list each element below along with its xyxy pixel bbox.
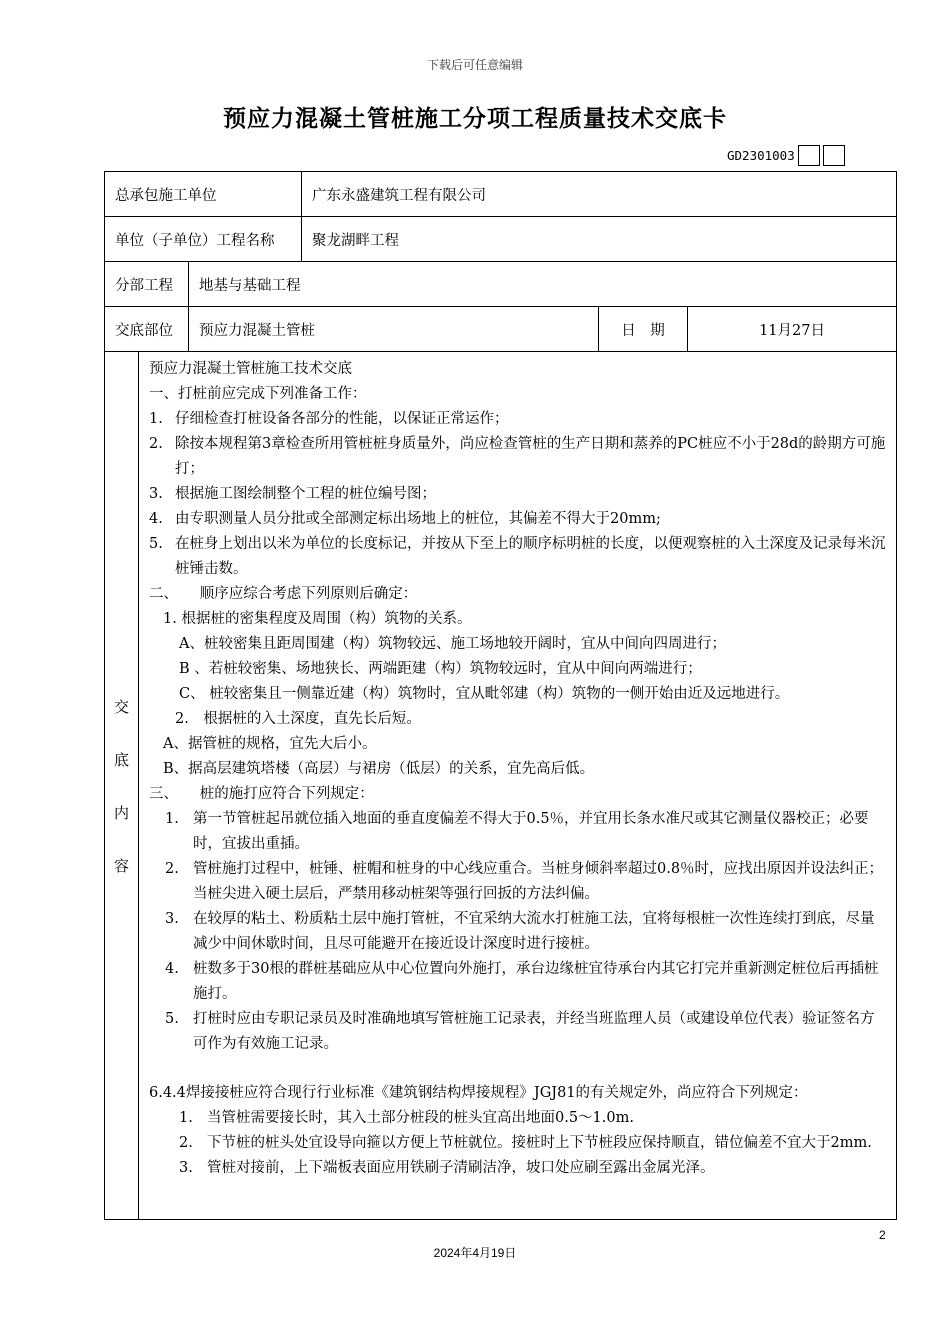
section-2-para-2: 2. 根据桩的入土深度，直先长后短。 (175, 711, 421, 727)
row-division (105, 262, 897, 307)
section-2-para-2b: B、据高层建筑塔楼（高层）与裙房（低层）的关系，宜先高后低。 (163, 761, 595, 777)
content-body (139, 352, 897, 1220)
list-item (149, 1156, 888, 1181)
list-item (149, 407, 888, 432)
item-number: 2. (179, 1135, 193, 1151)
list-item (149, 482, 888, 507)
row-project (105, 217, 897, 262)
item-text: 第一节管桩起吊就位插入地面的垂直度偏差不得大于0.5％，并宜用长条水准尺或其它测量仪器校正；必要时，宜拔出重插。 (193, 811, 869, 852)
contractor-label: 总承包施工单位 (105, 172, 302, 217)
section-1-title: 一、打桩前应完成下列准备工作： (149, 386, 367, 402)
list-item (149, 807, 888, 857)
code-text: GD2301003 (727, 147, 795, 163)
section-2-item-c: C、 桩较密集且一侧靠近建（构）筑物时，宜从毗邻建（构）筑物的一侧开始由近及远地进行。 (179, 686, 790, 702)
list-item (149, 1131, 888, 1156)
item-text: 打桩时应由专职记录员及时准确地填写管桩施工记录表，并经当班监理人员（或建设单位代表）验证签名方可作为有效施工记录。 (193, 1011, 875, 1052)
list-item (149, 907, 888, 957)
item-text: 桩数多于30根的群桩基础应从中心位置向外施打，承台边缘桩宜待承台内其它打完并重新测定桩位后再插桩施打。 (193, 961, 879, 1002)
item-number: 4. (165, 961, 179, 977)
page-number: 2 (879, 1228, 886, 1242)
content-side-label (105, 352, 139, 1220)
row-part (105, 307, 897, 352)
item-text: 由专职测量人员分批或全部测定标出场地上的桩位，其偏差不得大于20mm; (175, 511, 661, 527)
item-text: 在较厚的粘土、粉质粘土层中施打管桩，不宜采纳大流水打桩施工法，宜将每根桩一次性连续打到底，尽量减少中间休歇时间，且尽可能避开在接近设计深度时进行接桩。 (193, 911, 875, 952)
item-number: 4. (149, 511, 163, 527)
list-item (149, 507, 888, 532)
item-text: 当管桩需要接长时，其入土部分桩段的桩头宜高出地面0.5～1.0m. (207, 1110, 634, 1126)
section-4-title: 6.4.4焊接接桩应符合现行行业标准《建筑钢结构焊接规程》JGJ81的有关规定外，尚应符合下列规定： (149, 1085, 808, 1101)
side-char: 内 (113, 803, 129, 822)
section-3-title: 三、 桩的施打应符合下列规定： (149, 786, 374, 802)
item-number: 5. (165, 1011, 179, 1027)
list-item (149, 532, 888, 582)
section-2-item-a: A、桩较密集且距周围建（构）筑物较远、施工场地较开阔时，宜从中间向四周进行； (179, 636, 726, 652)
list-item (149, 857, 888, 907)
item-number: 1. (179, 1110, 193, 1126)
item-number: 1. (165, 811, 179, 827)
item-text: 下节桩的桩头处宜设导向箍以方便上节桩就位。接桩时上下节桩段应保持顺直，错位偏差不宜大于2mm. (207, 1135, 872, 1151)
row-content (105, 352, 897, 1220)
date-value: 11月27日 (688, 307, 897, 352)
item-number: 3. (179, 1160, 193, 1176)
contractor-value: 广东永盛建筑工程有限公司 (302, 172, 897, 217)
item-text: 仔细检查打桩设备各部分的性能，以保证正常运作； (175, 411, 509, 427)
list-item (149, 432, 888, 482)
item-number: 1. (149, 411, 163, 427)
item-number: 2. (165, 861, 179, 877)
section-2-para-2a: A、据管桩的规格，宜先大后小。 (163, 736, 377, 752)
header-note: 下载后可任意编辑 (426, 58, 523, 72)
row-contractor (105, 172, 897, 217)
item-number: 5. (149, 536, 163, 552)
document-code (727, 144, 845, 166)
disclosure-form-table (104, 171, 897, 1220)
code-box-2 (823, 145, 845, 166)
section-2-title: 二、 顺序应综合考虑下列原则后确定： (149, 586, 418, 602)
section-2-para-1: 1. 根据桩的密集程度及周围（构）筑物的关系。 (163, 611, 472, 627)
document-title: 预应力混凝土管桩施工分项工程质量技术交底卡 (223, 105, 727, 132)
division-label: 分部工程 (105, 262, 189, 307)
item-text: 除按本规程第3章检查所用管桩桩身质量外，尚应检查管桩的生产日期和蒸养的PC桩应不小于28d的龄期方可施打； (175, 436, 886, 477)
item-text: 根据施工图绘制整个工程的桩位编号图； (175, 486, 436, 502)
part-label: 交底部位 (105, 307, 189, 352)
item-text: 管桩施打过程中，桩锤、桩帽和桩身的中心线应重合。当桩身倾斜率超过0.8％时，应找出原因并设法纠正；当桩尖进入硬土层后，严禁用移动桩架等强行回扳的方法纠偏。 (193, 861, 884, 902)
content-heading: 预应力混凝土管桩施工技术交底 (149, 361, 352, 377)
list-item (149, 1106, 888, 1131)
project-value: 聚龙湖畔工程 (302, 217, 897, 262)
code-box-1 (798, 145, 820, 166)
side-char: 底 (113, 750, 129, 769)
item-number: 2. (149, 436, 163, 452)
part-value: 预应力混凝土管桩 (189, 307, 599, 352)
division-value: 地基与基础工程 (189, 262, 897, 307)
project-label: 单位（子单位）工程名称 (105, 217, 302, 262)
item-text: 管桩对接前，上下端板表面应用铁刷子清刷洁净，坡口处应刷至露出金属光泽。 (207, 1160, 715, 1176)
side-char: 交 (113, 697, 129, 716)
section-2-item-b: B 、若桩较密集、场地狭长、两端距建（构）筑物较远时，宜从中间向两端进行； (179, 661, 702, 677)
list-item (149, 1007, 888, 1057)
side-char: 容 (113, 856, 129, 875)
item-text: 在桩身上划出以米为单位的长度标记，并按从下至上的顺序标明桩的长度，以便观察桩的入土深度及记录每米沉桩锤击数。 (175, 536, 886, 577)
footer-date: 2024年4月19日 (433, 1246, 517, 1260)
item-number: 3. (149, 486, 163, 502)
date-label: 日 期 (599, 307, 688, 352)
list-item (149, 957, 888, 1007)
item-number: 3. (165, 911, 179, 927)
